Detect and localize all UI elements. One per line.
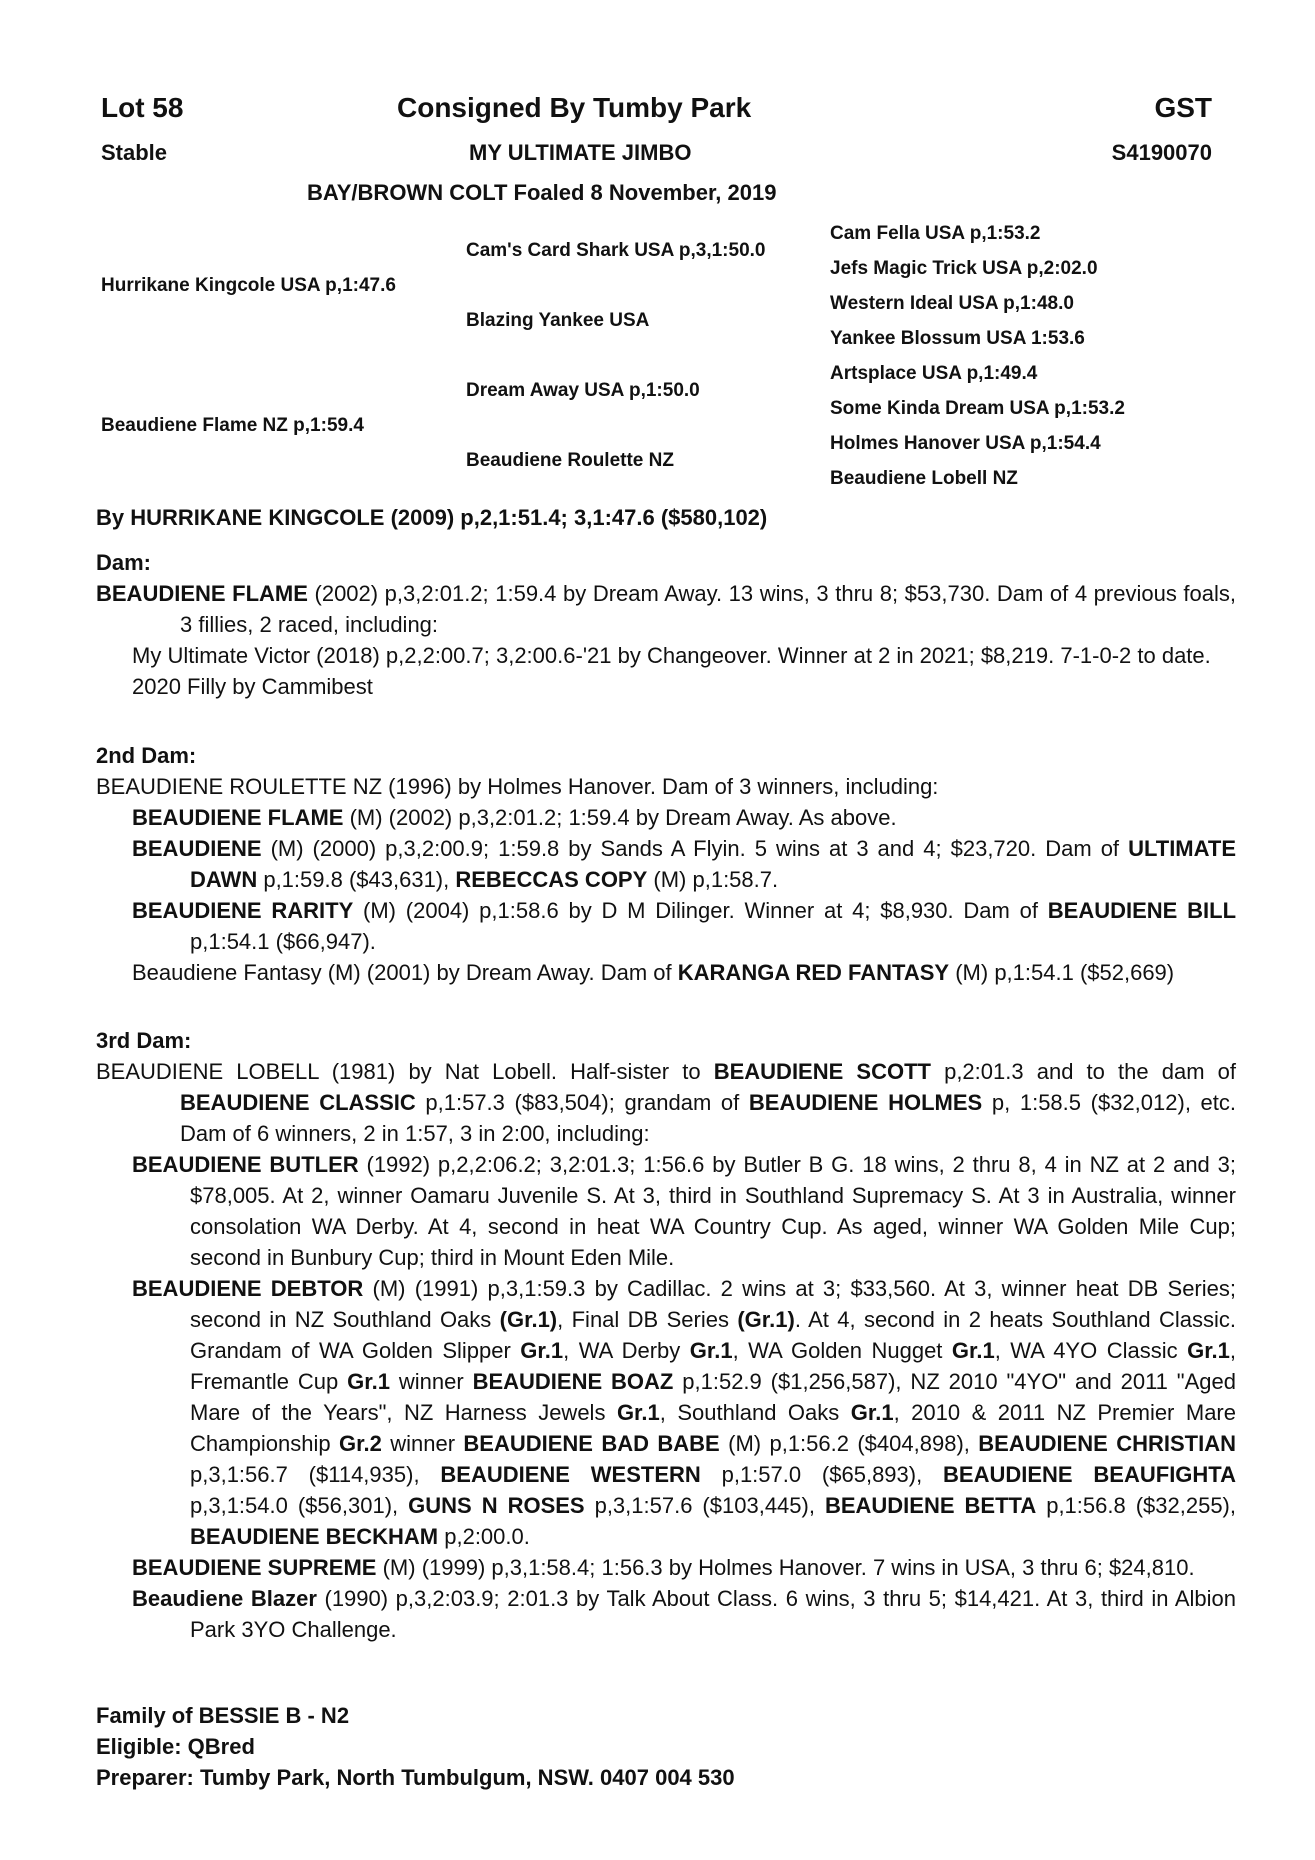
- entry-text: p,2:01.3 and to the dam of: [930, 1059, 1236, 1084]
- pedigree-sire-dam: Blazing Yankee USA: [466, 310, 650, 331]
- progeny-name: BEAUDIENE HOLMES: [748, 1090, 983, 1115]
- pedigree-g6: Some Kinda Dream USA p,1:53.2: [830, 398, 1125, 419]
- entry-text: p,3,1:54.0 ($56,301),: [190, 1493, 409, 1518]
- entry-text: . At 4, second in 2 heats Southland Classic. Grandam of WA Golden Slipper: [190, 1307, 1237, 1363]
- pedigree-g4: Yankee Blossum USA 1:53.6: [830, 328, 1085, 349]
- entry-name: BEAUDIENE DEBTOR: [132, 1276, 364, 1301]
- horse-name: MY ULTIMATE JIMBO: [469, 140, 692, 165]
- pedigree-g8: Beaudiene Lobell NZ: [830, 468, 1018, 489]
- eligible-line: Eligible: QBred: [96, 1734, 255, 1759]
- group-tag: Gr.1: [347, 1369, 390, 1394]
- pedigree-g1: Cam Fella USA p,1:53.2: [830, 223, 1041, 244]
- entry-text: p,1:57.0 ($65,893),: [700, 1462, 944, 1487]
- preparer-line: Preparer: Tumby Park, North Tumbulgum, NSW. 0407 004 530: [96, 1765, 735, 1790]
- entry-text: , WA 4YO Classic: [994, 1338, 1188, 1363]
- group-tag: Gr.1: [616, 1400, 660, 1425]
- group-tag: Gr.2: [339, 1431, 382, 1456]
- entry-text: winner: [381, 1431, 464, 1456]
- group-tag: Gr.1: [1187, 1338, 1230, 1363]
- entry-text: (M) (2002) p,3,2:01.2; 1:59.4 by Dream Away. As above.: [343, 805, 897, 830]
- lot-code: S4190070: [1111, 140, 1212, 165]
- group-tag: (Gr.1): [737, 1307, 795, 1332]
- progeny-name: BEAUDIENE BEAUFIGHTA: [943, 1462, 1236, 1487]
- third-dam-entry-4: [96, 1583, 1236, 1645]
- second-dam-section: [96, 740, 1236, 988]
- entry-name: BEAUDIENE SUPREME: [132, 1555, 377, 1580]
- pedigree-g5: Artsplace USA p,1:49.4: [830, 363, 1038, 384]
- entry-text: , WA Golden Nugget: [732, 1338, 952, 1363]
- third-dam-title: 3rd Dam:: [96, 1028, 192, 1053]
- progeny-name: BEAUDIENE BILL: [1047, 898, 1237, 923]
- entry-text: p,3,1:57.6 ($103,445),: [584, 1493, 825, 1518]
- progeny-name: KARANGA RED FANTASY: [677, 960, 950, 985]
- progeny-name: BEAUDIENE SCOTT: [713, 1059, 931, 1084]
- third-dam-main: [96, 1056, 1236, 1149]
- pedigree-g2: Jefs Magic Trick USA p,2:02.0: [830, 258, 1098, 279]
- entry-text: winner: [389, 1369, 473, 1394]
- entry-text: (M) p,1:54.1 ($52,669): [949, 960, 1175, 985]
- entry-name: BEAUDIENE: [132, 836, 262, 861]
- foal-entry-1: My Ultimate Victor (2018) p,2,2:00.7; 3,2:00.6-'21 by Changeover. Winner at 2 in 2021; $8,219. 7-1-0-2 to date.: [132, 643, 1211, 668]
- group-tag: Gr.1: [689, 1338, 733, 1363]
- group-tag: Gr.1: [850, 1400, 894, 1425]
- pedigree-dam-sire: Dream Away USA p,1:50.0: [466, 380, 700, 401]
- dam-name: BEAUDIENE FLAME: [96, 581, 308, 606]
- second-dam-entry-1: [96, 802, 1236, 833]
- entry-text: (M) p,1:58.7.: [647, 867, 779, 892]
- entry-name: BEAUDIENE FLAME: [132, 805, 344, 830]
- progeny-name: BEAUDIENE CLASSIC: [180, 1090, 416, 1115]
- entry-text: BEAUDIENE LOBELL (1981) by Nat Lobell. Half-sister to: [96, 1059, 714, 1084]
- entry-text: (M) (1999) p,3,1:58.4; 1:56.3 by Holmes Hanover. 7 wins in USA, 3 thru 6; $24,810.: [376, 1555, 1195, 1580]
- progeny-name: REBECCAS COPY: [455, 867, 648, 892]
- entry-text: (M) p,1:56.2 ($404,898),: [719, 1431, 979, 1456]
- entry-text: p,1:52.9 ($1,256,587), NZ 2010 "4YO" and 2011 "Aged Mare of the Years", NZ Harness Jewels: [190, 1369, 1236, 1425]
- progeny-name: BEAUDIENE BECKHAM: [190, 1524, 439, 1549]
- group-tag: Gr.1: [951, 1338, 995, 1363]
- progeny-name: BEAUDIENE WESTERN: [440, 1462, 701, 1487]
- entry-text: p,1:54.1 ($66,947).: [190, 929, 376, 954]
- group-tag: Gr.1: [520, 1338, 564, 1363]
- second-dam-entry-4: [96, 957, 1236, 988]
- second-dam-entry-3: [96, 895, 1236, 957]
- dam-text: (2002) p,3,2:01.2; 1:59.4 by Dream Away. 13 wins, 3 thru 8; $53,730. Dam of 4 previous foals, 3 fillies, 2 raced, including:: [180, 581, 1236, 637]
- entry-text: , 2010 & 2011 NZ Premier Mare Championship: [190, 1400, 1236, 1456]
- horse-description: BAY/BROWN COLT Foaled 8 November, 2019: [307, 180, 777, 205]
- third-dam-entry-3: [96, 1552, 1236, 1583]
- entry-text: p,2:00.0.: [438, 1524, 530, 1549]
- pedigree-dam: Beaudiene Flame NZ p,1:59.4: [101, 415, 364, 436]
- pedigree-g7: Holmes Hanover USA p,1:54.4: [830, 433, 1101, 454]
- dam-title: Dam:: [96, 550, 152, 575]
- second-dam-entry-2: [96, 833, 1236, 895]
- entry-text: (M) (2000) p,3,2:00.9; 1:59.8 by Sands A Flyin. 5 wins at 3 and 4; $23,720. Dam of: [261, 836, 1129, 861]
- entry-text: Beaudiene Fantasy (M) (2001) by Dream Away. Dam of: [132, 960, 678, 985]
- sire-line: By HURRIKANE KINGCOLE (2009) p,2,1:51.4; 3,1:47.6 ($580,102): [96, 505, 768, 530]
- dam-entry: [96, 578, 1236, 640]
- entry-text: , Fremantle Cup: [190, 1338, 1237, 1394]
- entry-text: (1990) p,3,2:03.9; 2:01.3 by Talk About Class. 6 wins, 3 thru 5; $14,421. At 3, third in Albion Park 3YO Challenge.: [190, 1586, 1236, 1642]
- entry-text: , Southland Oaks: [659, 1400, 851, 1425]
- entry-text: p,1:57.3 ($83,504); grandam of: [415, 1090, 749, 1115]
- group-tag: (Gr.1): [499, 1307, 558, 1332]
- second-dam-main: BEAUDIENE ROULETTE NZ (1996) by Holmes Hanover. Dam of 3 winners, including:: [96, 774, 939, 799]
- entry-name: BEAUDIENE BUTLER: [132, 1152, 359, 1177]
- second-dam-title: 2nd Dam:: [96, 743, 197, 768]
- progeny-name: GUNS N ROSES: [408, 1493, 585, 1518]
- entry-text: p,1:59.8 ($43,631),: [257, 867, 456, 892]
- dam-section: [96, 547, 1236, 702]
- family-line: Family of BESSIE B - N2: [96, 1703, 350, 1728]
- stable-label: Stable: [101, 140, 168, 165]
- entry-text: , Final DB Series: [557, 1307, 738, 1332]
- consignor: Consigned By Tumby Park: [397, 92, 752, 123]
- entry-text: , WA Derby: [563, 1338, 690, 1363]
- progeny-name: BEAUDIENE BOAZ: [472, 1369, 674, 1394]
- entry-name: Beaudiene Blazer: [132, 1586, 317, 1611]
- third-dam-entry-2: [96, 1273, 1236, 1552]
- entry-text: (M) (1991) p,3,1:59.3 by Cadillac. 2 wins at 3; $33,560. At 3, winner heat DB Series; second in NZ Southland Oaks: [190, 1276, 1236, 1332]
- entry-text: p, 1:58.5 ($32,012), etc. Dam of 6 winners, 2 in 1:57, 3 in 2:00, including:: [180, 1090, 1237, 1146]
- progeny-name: BEAUDIENE BAD BABE: [463, 1431, 720, 1456]
- gst-label: GST: [1154, 92, 1212, 123]
- progeny-name: ULTIMATE DAWN: [190, 836, 1236, 892]
- entry-text: (M) (2004) p,1:58.6 by D M Dilinger. Winner at 4; $8,930. Dam of: [353, 898, 1048, 923]
- entry-name: BEAUDIENE RARITY: [132, 898, 354, 923]
- entry-text: p,1:56.8 ($32,255),: [1036, 1493, 1236, 1518]
- pedigree-sire: Hurrikane Kingcole USA p,1:47.6: [101, 275, 396, 296]
- entry-text: p,3,1:56.7 ($114,935),: [190, 1462, 441, 1487]
- foal-entry-2: 2020 Filly by Cammibest: [132, 674, 373, 699]
- pedigree-g3: Western Ideal USA p,1:48.0: [830, 293, 1074, 314]
- entry-text: (1992) p,2,2:06.2; 3,2:01.3; 1:56.6 by Butler B G. 18 wins, 2 thru 8, 4 in NZ at 2 and 3; $78,005. At 2, winner Oamaru Juvenile S. At 3, third in Southland Supremacy S. At 3 in Australia, winner consolation WA Derby. At 4, second in heat WA Country Cup. As aged, winner WA Golden Mile Cup; second in Bunbury Cup; third in Mount Eden Mile.: [190, 1152, 1236, 1270]
- pedigree-dam-dam: Beaudiene Roulette NZ: [466, 450, 674, 471]
- third-dam-entry-1: [96, 1149, 1236, 1273]
- progeny-name: BEAUDIENE CHRISTIAN: [978, 1431, 1236, 1456]
- third-dam-section: [96, 1025, 1236, 1645]
- progeny-name: BEAUDIENE BETTA: [824, 1493, 1037, 1518]
- pedigree-sire-sire: Cam's Card Shark USA p,3,1:50.0: [466, 240, 766, 261]
- lot-number: Lot 58: [101, 92, 184, 123]
